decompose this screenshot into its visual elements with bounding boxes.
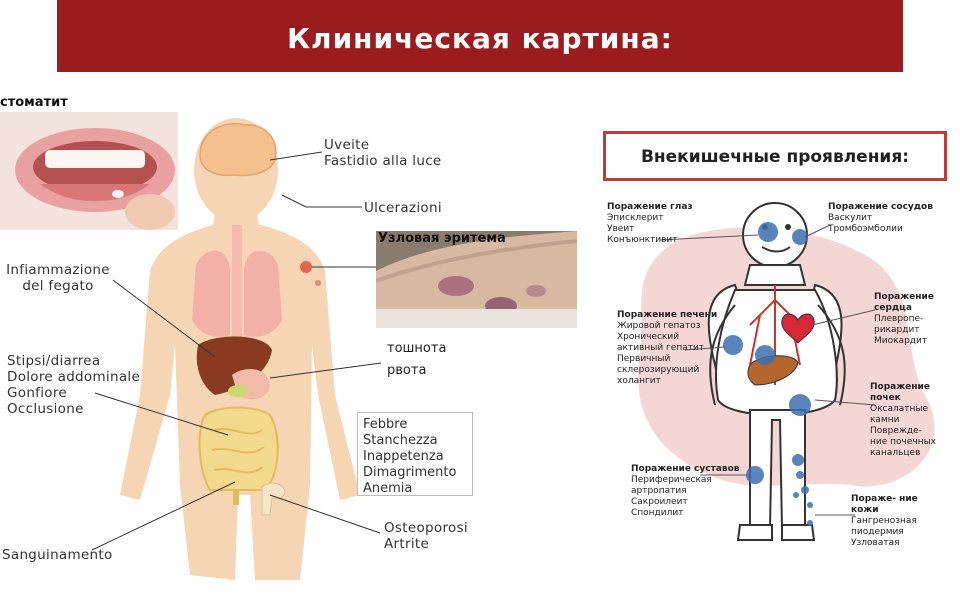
liver-inflammation-label [3,262,113,294]
symptom-anorexia: Inappetenza [363,449,444,464]
liver-line-2: del fegato [22,278,94,294]
group-vessels-item: Тромбоэмболии [828,224,903,234]
group-heart-item: Плевропе- [874,314,924,324]
group-liver-item: Жировой гепатоз [617,321,701,331]
vomiting-label: рвота [387,363,427,378]
group-kidneys-item: Оксалатные [870,404,929,414]
bones-line-1: Osteoporosi [384,520,468,536]
bones-label [384,520,468,552]
group-liver [617,310,717,387]
group-kidneys-item: камни [870,415,900,425]
erythema-spot [300,261,312,273]
group-eyes-item: Эписклерит [607,213,664,223]
group-kidneys-heading: Поражение почек [870,382,930,403]
brain-shape [200,124,276,176]
group-liver-item: склерозирующий [617,365,700,375]
symptoms-box [357,412,473,496]
group-eyes-item: Конъюнктивит [607,235,678,245]
group-vessels-item: Васкулит [828,213,873,223]
symptom-weight-loss: Dimagrimento [363,465,457,480]
stomatitis-label: стоматит [0,95,68,110]
group-kidneys-item: канальцев [870,448,921,458]
group-liver-item: холангит [617,376,661,386]
page-title: Клиническая картина: [287,22,673,55]
symptom-anemia: Anemia [363,481,413,496]
group-eyes-item: Увеит [607,224,635,234]
group-joints [631,464,739,519]
bones-line-2: Artrite [384,536,430,552]
group-kidneys-item: ние почечных [870,437,937,447]
group-skin-item: Гангренозная [851,516,917,526]
intestine-line-4: Occlusione [7,401,84,417]
nausea-label: тошнота [387,341,447,356]
extraintestinal-title-box [603,131,947,181]
symptom-fever: Febbre [363,417,408,432]
group-heart-item: рикардит [874,325,920,335]
group-kidneys-item: Поврежде- [870,426,922,436]
intestine-line-2: Dolore addominale [7,369,141,385]
group-liver-item: Хронический [617,332,680,342]
group-heart [874,292,956,347]
gallbladder-shape [228,385,248,397]
stomatitis-photo [0,112,178,230]
group-skin-heading: Пораже- ние кожи [851,494,918,515]
uveitis-line-1: Uveite [324,137,370,153]
group-liver-heading: Поражение печени [617,310,718,320]
intestine-line-3: Gonfiore [7,385,67,401]
group-vessels [828,202,933,235]
bleeding-label: Sanguinamento [2,547,113,563]
group-eyes [607,202,693,246]
title-banner [57,0,903,72]
nausea-block [387,338,446,382]
intestine-line-1: Stipsi/diarrea [7,353,101,369]
group-liver-item: Первичный [617,354,671,364]
group-skin-item: Узловатая [851,538,900,548]
intestine-label [7,353,140,417]
group-heart-heading: Поражение сердца [874,292,934,313]
group-kidneys [870,382,956,459]
group-heart-item: Миокардит [874,336,928,346]
group-joints-item: артропатия [631,486,687,496]
liver-line-1: Infiammazione [6,262,110,278]
group-liver-item: активный гепатит [617,343,705,353]
ulcerations-label: Ulcerazioni [364,200,442,216]
erythema-label: Узловая эритема [378,231,506,246]
group-skin-item: пиодермия [851,527,904,537]
group-skin [851,494,931,549]
uveitis-line-2: Fastidio alla luce [324,153,442,169]
group-vessels-heading: Поражение сосудов [828,202,933,212]
group-joints-item: Спондилит [631,508,684,518]
group-joints-item: Сакроилеит [631,497,688,507]
group-eyes-heading: Поражение глаз [607,202,693,212]
group-joints-item: Периферическая [631,475,712,485]
extraintestinal-title: Внекишечные проявления: [640,147,910,167]
group-joints-heading: Поражение суставов [631,464,740,474]
symptom-fatigue: Stanchezza [363,433,438,448]
erythema-spot-small [315,280,321,286]
uveitis-label [324,137,442,169]
